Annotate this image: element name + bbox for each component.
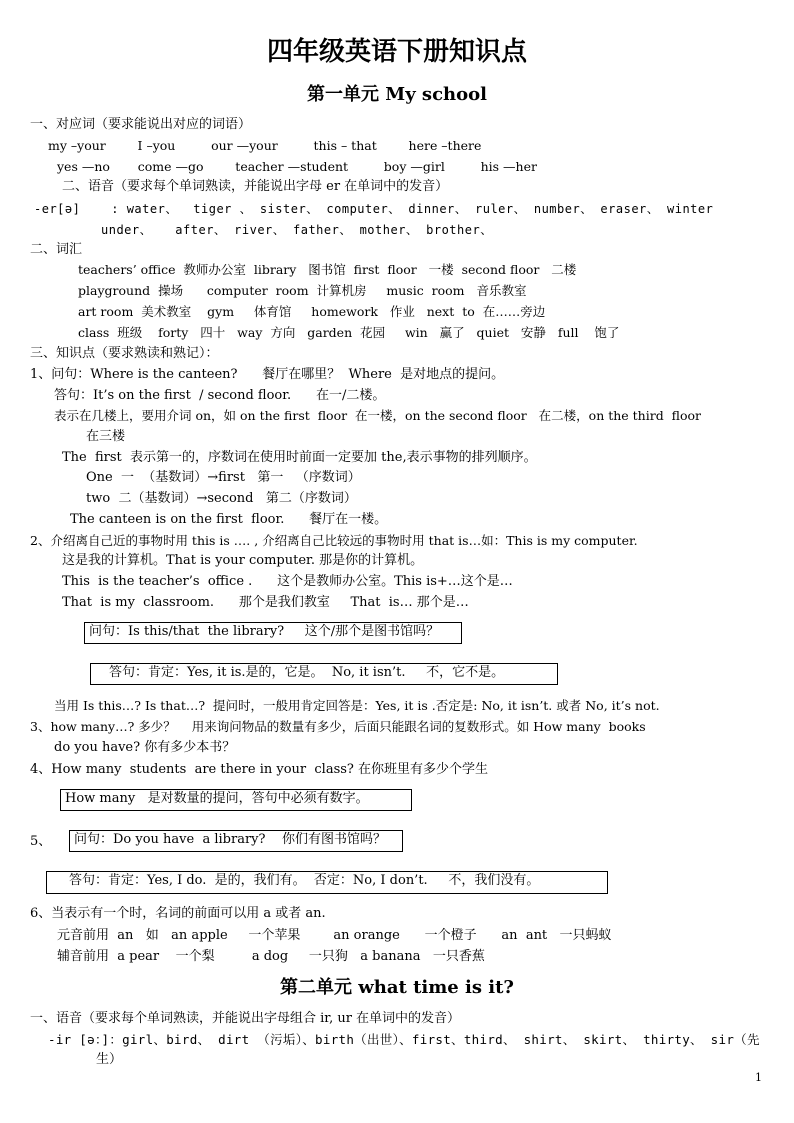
point-text: 1、问句：Where is the canteen? 餐厅在哪里？ Where 是对地点的提问。 [30,367,505,382]
vocab-row: playground 操场 computer room 计算机房 music room 音乐教室 [78,283,527,298]
point-text: do you have? 你有多少本书？ [54,740,236,755]
point-text: This is the teacher’s office . 这个是教师办公室。This is+…这个是… [62,574,513,589]
vocab-row: teachers’ office 教师办公室 library 图书馆 first floor 一楼 second floor 二楼 [78,262,577,277]
point-text: 6、当表示有一个时，名词的前面可以用 a 或者 an. [30,906,326,921]
page-title: 四年级英语下册知识点 [266,37,527,67]
section-heading: 一、语音（要求每个单词熟读，并能说出字母组合 ir, ur 在单词中的发音） [30,1011,461,1026]
vocab-row: class 班级 forty 四十 way 方向 garden 花园 win 赢了 quiet 安静 full 饱了 [78,325,620,340]
section-heading: 二、语音（要求每个单词熟读，并能说出字母 er 在单词中的发音） [62,179,449,194]
word-pairs-row: yes —no come —go teacher —student boy —girl his —her [57,159,537,174]
section-heading: 二、词汇 [30,242,83,257]
note-box: How many 是对数量的提问，答句中必须有数字。 [60,789,412,811]
point-text: 元音前用 an 如 an apple 一个苹果 an orange 一个橙子 an ant 一只蚂蚁 [57,928,612,943]
unit1-heading: 第一单元 My school [307,84,487,105]
vocab-row: art room 美术教室 gym 体育馆 homework 作业 next to 在……旁边 [78,304,546,319]
point-text: The canteen is on the first floor. 餐厅在一楼。 [70,512,388,527]
point-text: 3、how many…? 多少？ 用来询问物品的数量有多少，后面只能跟名词的复数形式。如 How many books [30,719,646,734]
point-text: One 一 （基数词）→first 第一 （序数词） [86,470,361,485]
point-text: 2、介绍离自己近的事物时用 this is …. , 介绍离自己比较远的事物时用 that is…如：This is my computer. [30,533,638,548]
point-text: 这是我的计算机。That is your computer. 那是你的计算机。 [62,553,424,568]
question-box: 问句：Do you have a library? 你们有图书馆吗？ [69,830,403,852]
section-heading: 一、对应词（要求能说出对应的词语） [30,117,252,132]
phonics-line: -ir [ə：]：girl、bird、 dirt （污垢）、birth（出世）、first、third、 shirt、 skirt、 thirty、 sir（先 [48,1032,760,1047]
word-pairs-row: my –your I –you our —your this – that here –there [48,138,482,153]
point-text: 答句：It’s on the first / second floor. 在一/二楼。 [54,388,386,403]
phonics-line: 生） [96,1052,123,1067]
page-number: 1 [755,1071,762,1084]
point-text: 4、How many students are there in your class? 在你班里有多少个学生 [30,762,489,777]
point-text: That is my classroom. 那个是我们教室 That is… 那个是… [62,595,469,610]
phonics-line: -er[ə] : water、 tiger 、 sister、 computer、 dinner、 ruler、 number、 eraser、 winter [34,202,714,216]
point-text: 表示在几楼上，要用介词 on，如 on the first floor 在一楼，on the second floor 在二楼，on the third floor [54,408,702,423]
section-heading: 三、知识点（要求熟读和熟记）： [30,346,219,361]
answer-box: 答句：肯定：Yes, it is.是的，它是。 No, it isn’t. 不，它不是。 [90,663,558,685]
point-text: 辅音前用 a pear 一个梨 a dog 一只狗 a banana 一只香蕉 [57,949,485,964]
point-text: The first 表示第一的，序数词在使用时前面一定要加 the,表示事物的排列顺序。 [62,450,537,465]
point-text: 在三楼 [86,429,126,444]
question-box: 问句：Is this/that the library? 这个/那个是图书馆吗？ [84,622,462,644]
point-text: two 二（基数词）→second 第二（序数词） [86,491,357,506]
phonics-line: under、 after、 river、 father、 mother、 brother、 [101,223,493,237]
unit2-heading: 第二单元 what time is it? [280,977,514,998]
point-number: 5、 [30,834,52,849]
point-text: 当用 Is this…? Is that…? 提问时，一般用肯定回答是：Yes, it is .否定是: No, it isn’t. 或者 No, it’s not. [54,698,660,713]
answer-box: 答句：肯定：Yes, I do. 是的，我们有。 否定：No, I don’t. 不，我们没有。 [46,871,608,894]
